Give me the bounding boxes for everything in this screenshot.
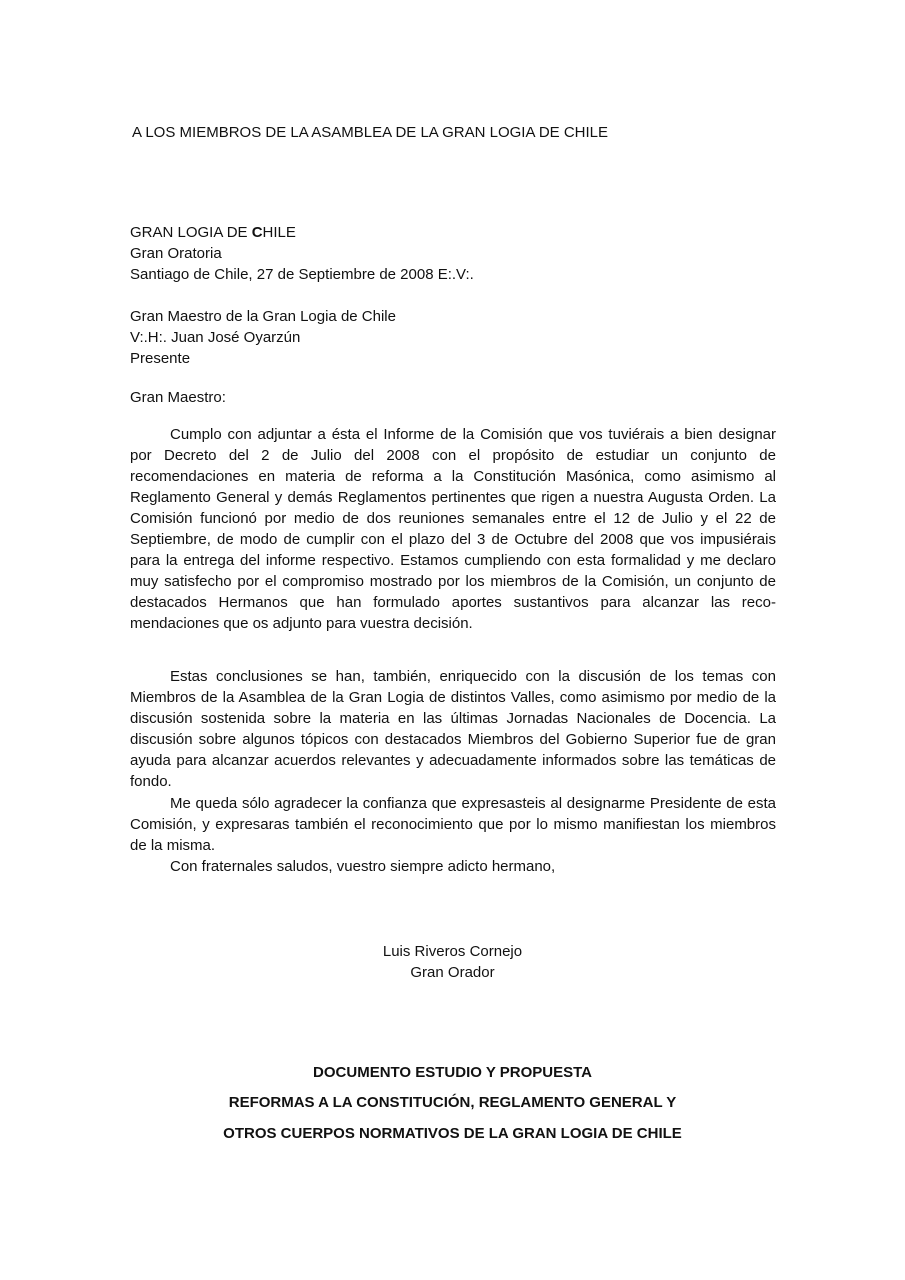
- document-title-line-3: OTROS CUERPOS NORMATIVOS DE LA GRAN LOGIA DE CHILE: [223, 1125, 682, 1142]
- org-suffix: HILE: [262, 224, 296, 241]
- closing-line: Con fraternales saludos, vuestro siempre adicto hermano,: [170, 858, 556, 875]
- signature-role: Gran Orador: [410, 964, 495, 981]
- place-date: Santiago de Chile, 27 de Septiembre de 2008 E:.V:.: [130, 266, 474, 283]
- addressee-line-2: V:.H:. Juan José Oyarzún: [130, 329, 301, 346]
- addressee-line-1: Gran Maestro de la Gran Logia de Chile: [130, 308, 396, 325]
- signature-name: Luis Riveros Cornejo: [382, 943, 523, 960]
- body-paragraph-3: Me queda sólo agradecer la confianza que expresasteis al designarme Presidente de esta Comisión, y expresaras también el reconocimiento que por lo mismo manifiestan los miembros de la misma.: [130, 795, 776, 854]
- document-title-line-1: DOCUMENTO ESTUDIO Y PROPUESTA: [313, 1064, 592, 1081]
- body-paragraph-2: Estas conclusiones se han, también, enriquecido con la discusión de los temas con Miembros de la Asamblea de la Gran Logia de distintos Valles, como asimismo por medio de la discusión sostenida sobre la materia en las últimas Jornadas Nacionales de Docencia. La discusión sobre algunos tópicos con destacados Miembros del Gobierno Superior fue de gran ayuda para alcanzar acuerdos relevantes y adecuadamente informados sobre las temáticas de fondo.: [130, 668, 776, 790]
- org-bold-letter: C: [251, 224, 263, 241]
- addressee-line-3: Presente: [130, 350, 191, 367]
- recipient-line: A LOS MIEMBROS DE LA ASAMBLEA DE LA GRAN LOGIA DE CHILE: [132, 124, 609, 141]
- body-paragraph-1: Cumplo con adjuntar a ésta el Informe de la Comisión que vos tuviérais a bien designar por Decreto del 2 de Julio del 2008 con el propósito de estudiar un conjunto de recomendaciones en materia de reforma a la Constitución Masónica, como asimismo al Reglamento General y demás Reglamentos pertinentes que rigen a nuestra Augusta Orden. La Comisión funcionó por medio de dos reuniones semanales entre el 12 de Julio y el 22 de Septiembre, de modo de cumplir con el plazo del 3 de Octubre del 2008 que vos impusiérais para la entrega del informe respectivo. Estamos cumpliendo con esta formalidad y me declaro muy satisfecho por el compromiso mostrado por los miembros de la Comisión, un conjunto de destacados Hermanos que han formulado aportes sustantivos para alcanzar las recomendaciones que os adjunto para vuestra decisión.: [130, 426, 776, 632]
- document-title-line-2: REFORMAS A LA CONSTITUCIÓN, REGLAMENTO GENERAL Y: [228, 1094, 677, 1111]
- sender-organization: [130, 222, 296, 243]
- sender-department: Gran Oratoria: [130, 245, 222, 262]
- org-prefix: GRAN LOGIA DE: [130, 224, 252, 241]
- salutation: Gran Maestro:: [130, 389, 226, 406]
